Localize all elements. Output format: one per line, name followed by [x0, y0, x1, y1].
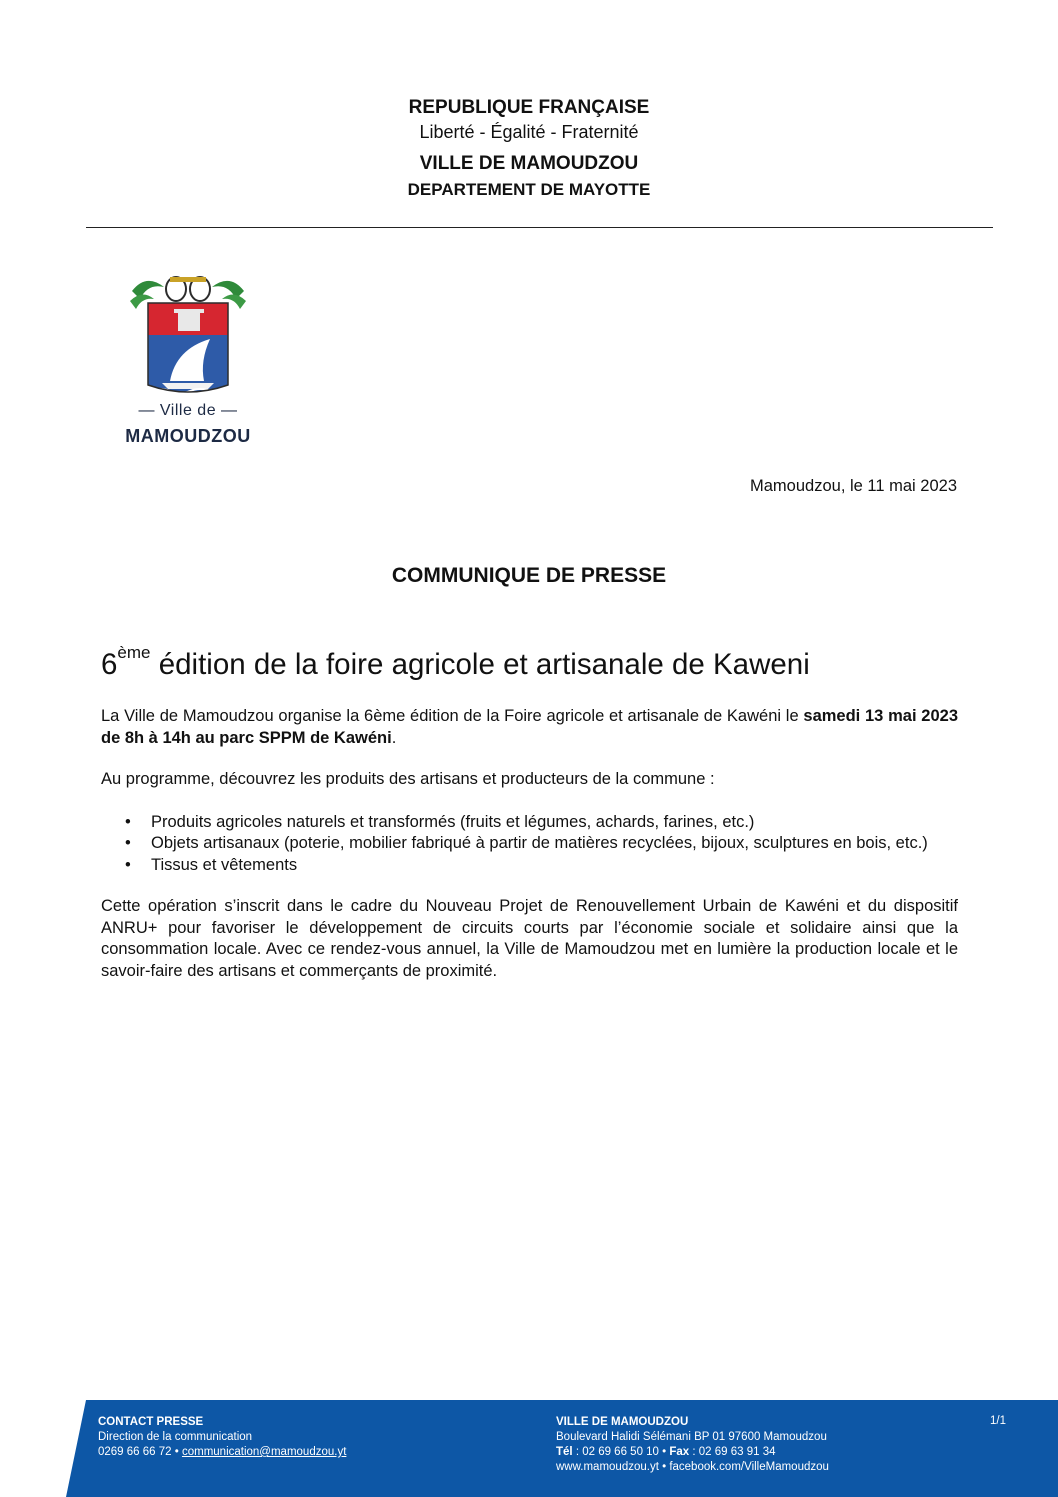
list-item-text: Produits agricoles naturels et transformés (fruits et légumes, achards, farines, etc.)	[151, 812, 755, 831]
fax-value: : 02 69 63 91 34	[689, 1446, 776, 1458]
title-superscript: ème	[117, 643, 151, 662]
tel-value: : 02 69 66 50 10 •	[572, 1446, 670, 1458]
bullet-icon: •	[125, 834, 131, 852]
document-date: Mamoudzou, le 11 mai 2023	[750, 477, 957, 495]
logo-text-mamoudzou: MAMOUDZOU	[125, 426, 251, 446]
closing-paragraph: Cette opération s’inscrit dans le cadre du Nouveau Projet de Renouvellement Urbain de Kawéni et du dispositif ANRU+ pour favoriser le développement de circuits courts par l’économie sociale et solidaire ainsi que la consommation locale. Avec ce rendez-vous annuel, la Ville de Mamoudzou met en lumière la production locale et le savoir-faire des artisans et commerçants de proximité.	[101, 897, 958, 980]
city-address: Boulevard Halidi Sélémani BP 01 97600 Mamoudzou	[556, 1431, 827, 1443]
intro-paragraph	[101, 706, 958, 749]
contact-email-link[interactable]: communication@mamoudzou.yt	[181, 1446, 347, 1458]
products-list	[101, 812, 958, 877]
departement-title: DEPARTEMENT DE MAYOTTE	[407, 180, 651, 199]
list-item	[101, 833, 958, 855]
intro-end: .	[391, 728, 397, 747]
contact-phone: 0269 66 66 72 •	[98, 1446, 182, 1458]
ville-title: VILLE DE MAMOUDZOU	[419, 153, 639, 174]
footer-contact	[98, 1415, 346, 1460]
city-web: www.mamoudzou.yt • facebook.com/VilleMamoudzou	[556, 1461, 829, 1473]
list-item-text: Objets artisanaux (poterie, mobilier fabriqué à partir de matières recyclées, bijoux, sculptures en bois, etc.)	[151, 834, 928, 852]
contact-department: Direction de la communication	[98, 1431, 253, 1443]
logo-text-ville-de: — Ville de —	[138, 402, 238, 419]
footer-city-info	[556, 1415, 829, 1475]
footer-band	[0, 1400, 1058, 1497]
document-title	[101, 643, 810, 682]
tel-label: Tél	[556, 1446, 573, 1458]
list-item-text: Tissus et vêtements	[151, 855, 298, 874]
body-content	[101, 706, 958, 982]
contact-title: CONTACT PRESSE	[98, 1416, 204, 1428]
title-rest: édition de la foire agricole et artisanale de Kaweni	[150, 648, 810, 681]
bullet-icon: •	[125, 855, 131, 874]
list-item	[101, 812, 958, 834]
contact-line	[98, 1445, 346, 1460]
city-title: VILLE DE MAMOUDZOU	[556, 1416, 689, 1428]
header-divider	[86, 227, 993, 228]
page-number: 1/1	[990, 1415, 1006, 1427]
city-phone-fax	[556, 1445, 829, 1460]
communique-heading: COMMUNIQUE DE PRESSE	[391, 564, 667, 587]
motto: Liberté - Égalité - Fraternité	[419, 122, 639, 142]
title-number: 6	[101, 648, 118, 681]
republique-title: REPUBLIQUE FRANÇAISE	[408, 97, 650, 118]
intro-text: La Ville de Mamoudzou organise la 6ème édition de la Foire agricole et artisanale de Kawéni le	[101, 707, 804, 725]
fax-label: Fax	[669, 1446, 690, 1458]
programme-paragraph: Au programme, découvrez les produits des artisans et producteurs de la commune :	[101, 770, 715, 788]
intro-bold-date-place: samedi 13 mai 2023 de 8h à 14h au parc SPPM de Kawéni	[101, 707, 958, 747]
letterhead	[0, 96, 1058, 202]
list-item	[101, 855, 958, 877]
bullet-icon: •	[125, 812, 131, 831]
